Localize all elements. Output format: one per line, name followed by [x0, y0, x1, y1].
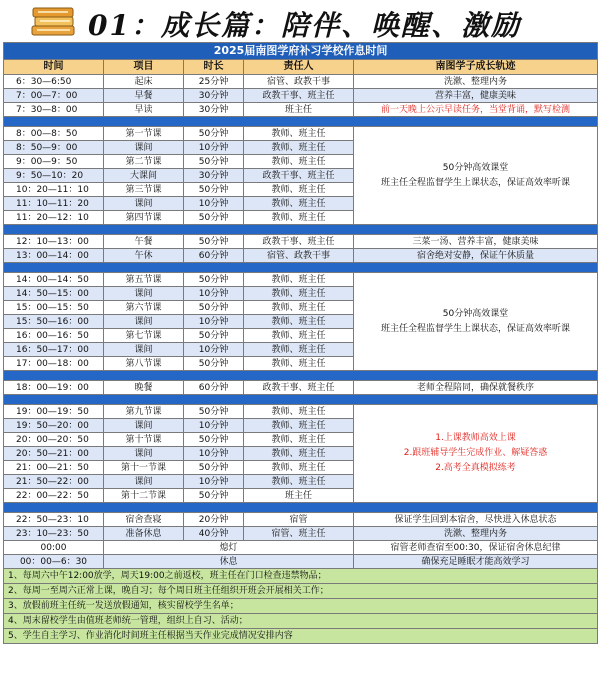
- note-row: [4, 584, 598, 599]
- banner-row: [4, 43, 598, 60]
- time-cell: 12：10—13：00: [4, 235, 104, 249]
- evening-note-line: 2.跟班辅导学生完成作业、解疑答惑: [403, 448, 548, 458]
- duration-cell: 50分钟: [184, 127, 244, 141]
- duration-cell: 50分钟: [184, 183, 244, 197]
- note-cell: 3、放假前班主任统一发送放假通知，核实留校学生名单；: [4, 599, 598, 614]
- time-cell: 8：00—8：50: [4, 127, 104, 141]
- class-note-line: 班主任全程监督学生上课状态，保证高效率听课: [381, 177, 571, 188]
- time-cell: 23：10—23：50: [4, 527, 104, 541]
- item-cell: 熄灯: [104, 541, 354, 555]
- time-cell: 7：00—7：00: [4, 89, 104, 103]
- note-cell: 4、周末留校学生由值班老师统一管理，组织上自习、活动；: [4, 614, 598, 629]
- item-cell: 第四节课: [104, 211, 184, 225]
- responsible-cell: 教师、班主任: [244, 211, 354, 225]
- responsible-cell: 教师、班主任: [244, 155, 354, 169]
- responsible-cell: 教师、班主任: [244, 447, 354, 461]
- item-cell: 大课间: [104, 169, 184, 183]
- item-cell: 课间: [104, 141, 184, 155]
- separator-cell: [4, 395, 598, 405]
- note-cell: 5、学生自主学习、作业消化时间班主任根据当天作业完成情况安排内容: [4, 629, 598, 644]
- duration-cell: 30分钟: [184, 89, 244, 103]
- item-cell: 休息: [104, 555, 354, 569]
- schedule-row: [4, 527, 598, 541]
- note-row: [4, 569, 598, 584]
- responsible-cell: 教师、班主任: [244, 315, 354, 329]
- responsible-cell: 教师、班主任: [244, 461, 354, 475]
- item-cell: 第十一节课: [104, 461, 184, 475]
- duration-cell: 60分钟: [184, 249, 244, 263]
- duration-cell: 20分钟: [184, 513, 244, 527]
- note-cell: 2、每周一至周六正常上课，晚自习；每个周日班主任组织开班会开展相关工作；: [4, 584, 598, 599]
- item-cell: 第三节课: [104, 183, 184, 197]
- time-cell: 18：00—19：00: [4, 381, 104, 395]
- item-cell: 起床: [104, 75, 184, 89]
- item-cell: 课间: [104, 197, 184, 211]
- separator-row: [4, 395, 598, 405]
- responsible-cell: 班主任: [244, 489, 354, 503]
- responsible-cell: 教师、班主任: [244, 419, 354, 433]
- schedule-row: [4, 381, 598, 395]
- schedule-row: [4, 513, 598, 527]
- item-cell: 课间: [104, 287, 184, 301]
- responsible-cell: 宿管、政教干事: [244, 249, 354, 263]
- time-cell: 14：00—14：50: [4, 273, 104, 287]
- item-cell: 第一节课: [104, 127, 184, 141]
- page-header: [0, 0, 600, 42]
- evening-note-line: 2.高考全真模拟练考: [435, 463, 516, 473]
- time-cell: 22：00—22：50: [4, 489, 104, 503]
- duration-cell: 30分钟: [184, 169, 244, 183]
- growth-cell: 确保充足睡眠才能高效学习: [354, 555, 598, 569]
- time-cell: 14：50—15：00: [4, 287, 104, 301]
- growth-cell: 宿管老师查宿至00:30，保证宿舍休息纪律: [354, 541, 598, 555]
- responsible-cell: 教师、班主任: [244, 329, 354, 343]
- time-cell: 8：50—9：00: [4, 141, 104, 155]
- column-responsible: 责任人: [244, 60, 354, 75]
- growth-cell: 洗漱、整理内务: [354, 75, 598, 89]
- separator-cell: [4, 263, 598, 273]
- responsible-cell: 宿管、班主任: [244, 527, 354, 541]
- responsible-cell: 教师、班主任: [244, 433, 354, 447]
- responsible-cell: 教师、班主任: [244, 273, 354, 287]
- item-cell: 第八节课: [104, 357, 184, 371]
- class-note-cell: [354, 273, 598, 371]
- responsible-cell: 政教干事、班主任: [244, 169, 354, 183]
- column-item: 项目: [104, 60, 184, 75]
- growth-cell: 保证学生回到本宿舍，尽快进入休息状态: [354, 513, 598, 527]
- responsible-cell: 教师、班主任: [244, 287, 354, 301]
- separator-cell: [4, 503, 598, 513]
- responsible-cell: 政教干事、班主任: [244, 89, 354, 103]
- class-note-line: 50分钟高效课堂: [442, 308, 509, 319]
- class-note-line: 50分钟高效课堂: [442, 162, 509, 173]
- separator-row: [4, 263, 598, 273]
- item-cell: 晚餐: [104, 381, 184, 395]
- duration-cell: 50分钟: [184, 273, 244, 287]
- item-cell: 早餐: [104, 89, 184, 103]
- table-banner: 2025届南图学府补习学校作息时间: [4, 43, 598, 60]
- evening-note-cell: [354, 405, 598, 503]
- duration-cell: 25分钟: [184, 75, 244, 89]
- item-cell: 早读: [104, 103, 184, 117]
- duration-cell: 50分钟: [184, 329, 244, 343]
- time-cell: 9：50—10：20: [4, 169, 104, 183]
- separator-row: [4, 225, 598, 235]
- duration-cell: 50分钟: [184, 357, 244, 371]
- item-cell: 宿舍查寝: [104, 513, 184, 527]
- time-cell: 21：50—22：00: [4, 475, 104, 489]
- duration-cell: 10分钟: [184, 475, 244, 489]
- responsible-cell: 宿管: [244, 513, 354, 527]
- column-time: 时间: [4, 60, 104, 75]
- time-cell: 9：00—9：50: [4, 155, 104, 169]
- separator-row: [4, 371, 598, 381]
- time-cell: 20：50—21：00: [4, 447, 104, 461]
- schedule-row: [4, 89, 598, 103]
- time-cell: 10：20—11：10: [4, 183, 104, 197]
- note-row: [4, 629, 598, 644]
- duration-cell: 50分钟: [184, 155, 244, 169]
- time-cell: 21：00—21：50: [4, 461, 104, 475]
- duration-cell: 50分钟: [184, 405, 244, 419]
- time-cell: 16：00—16：50: [4, 329, 104, 343]
- growth-cell: 洗漱、整理内务: [354, 527, 598, 541]
- item-cell: 第五节课: [104, 273, 184, 287]
- item-cell: 午休: [104, 249, 184, 263]
- responsible-cell: 教师、班主任: [244, 141, 354, 155]
- responsible-cell: 教师、班主任: [244, 183, 354, 197]
- duration-cell: 40分钟: [184, 527, 244, 541]
- duration-cell: 50分钟: [184, 433, 244, 447]
- item-cell: 第九节课: [104, 405, 184, 419]
- time-cell: 00:00: [4, 541, 104, 555]
- time-cell: 15：00—15：50: [4, 301, 104, 315]
- item-cell: 课间: [104, 475, 184, 489]
- time-cell: 6：30—6:50: [4, 75, 104, 89]
- schedule-table: [3, 42, 598, 644]
- time-cell: 00：00—6：30: [4, 555, 104, 569]
- time-cell: 13：00—14：00: [4, 249, 104, 263]
- time-cell: 11：10—11：20: [4, 197, 104, 211]
- time-cell: 19：00—19：50: [4, 405, 104, 419]
- column-duration: 时长: [184, 60, 244, 75]
- column-growth: 南图学子成长轨迹: [354, 60, 598, 75]
- duration-cell: 10分钟: [184, 141, 244, 155]
- responsible-cell: 宿管、政教干事: [244, 75, 354, 89]
- responsible-cell: 教师、班主任: [244, 197, 354, 211]
- separator-row: [4, 503, 598, 513]
- item-cell: 第七节课: [104, 329, 184, 343]
- growth-cell: 三菜一汤、营养丰富，健康美味: [354, 235, 598, 249]
- responsible-cell: 政教干事、班主任: [244, 235, 354, 249]
- separator-cell: [4, 117, 598, 127]
- book-icon: [30, 4, 76, 38]
- schedule-row: [4, 249, 598, 263]
- evening-note-line: 1.上课教师高效上课: [435, 433, 516, 443]
- duration-cell: 10分钟: [184, 343, 244, 357]
- time-cell: 15：50—16：00: [4, 315, 104, 329]
- duration-cell: 50分钟: [184, 301, 244, 315]
- item-cell: 课间: [104, 343, 184, 357]
- time-cell: 19：50—20：00: [4, 419, 104, 433]
- duration-cell: 30分钟: [184, 103, 244, 117]
- schedule-row: [4, 235, 598, 249]
- responsible-cell: 教师、班主任: [244, 301, 354, 315]
- growth-cell: 老师全程陪同，确保就餐秩序: [354, 381, 598, 395]
- duration-cell: 10分钟: [184, 197, 244, 211]
- time-cell: 17：00—18：00: [4, 357, 104, 371]
- schedule-row: [4, 127, 598, 141]
- time-cell: 20：00—20：50: [4, 433, 104, 447]
- duration-cell: 10分钟: [184, 315, 244, 329]
- time-cell: 22：50—23：10: [4, 513, 104, 527]
- schedule-row: [4, 103, 598, 117]
- time-cell: 7：30—8：00: [4, 103, 104, 117]
- responsible-cell: 教师、班主任: [244, 475, 354, 489]
- item-cell: 课间: [104, 419, 184, 433]
- separator-cell: [4, 225, 598, 235]
- column-header-row: [4, 60, 598, 75]
- class-note-line: 班主任全程监督学生上课状态，保证高效率听课: [381, 323, 571, 334]
- duration-cell: 50分钟: [184, 211, 244, 225]
- duration-cell: 50分钟: [184, 461, 244, 475]
- note-row: [4, 599, 598, 614]
- item-cell: 课间: [104, 447, 184, 461]
- duration-cell: 50分钟: [184, 235, 244, 249]
- responsible-cell: 政教干事、班主任: [244, 381, 354, 395]
- schedule-row: [4, 273, 598, 287]
- note-row: [4, 614, 598, 629]
- duration-cell: 60分钟: [184, 381, 244, 395]
- responsible-cell: 教师、班主任: [244, 405, 354, 419]
- item-cell: 午餐: [104, 235, 184, 249]
- item-cell: 第十二节课: [104, 489, 184, 503]
- duration-cell: 10分钟: [184, 287, 244, 301]
- responsible-cell: 教师、班主任: [244, 127, 354, 141]
- item-cell: 准备休息: [104, 527, 184, 541]
- item-cell: 第六节课: [104, 301, 184, 315]
- time-cell: 11：20—12：10: [4, 211, 104, 225]
- responsible-cell: 班主任: [244, 103, 354, 117]
- page-title: 01：成长篇：陪伴、唤醒、激励: [88, 9, 521, 42]
- responsible-cell: 教师、班主任: [244, 343, 354, 357]
- duration-cell: 50分钟: [184, 489, 244, 503]
- duration-cell: 10分钟: [184, 447, 244, 461]
- responsible-cell: 教师、班主任: [244, 357, 354, 371]
- growth-cell: 前一天晚上公示早读任务，当堂背诵，默写检测: [354, 103, 598, 117]
- item-cell: 课间: [104, 315, 184, 329]
- growth-cell: 宿舍绝对安静，保证午休质量: [354, 249, 598, 263]
- separator-cell: [4, 371, 598, 381]
- class-note-cell: [354, 127, 598, 225]
- schedule-row: [4, 75, 598, 89]
- duration-cell: 10分钟: [184, 419, 244, 433]
- time-cell: 16：50—17：00: [4, 343, 104, 357]
- schedule-row: [4, 405, 598, 419]
- note-cell: 1、每周六中午12:00放学，周天19:00之前返校，班主任在门口检查违禁物品；: [4, 569, 598, 584]
- growth-cell: 营养丰富，健康美味: [354, 89, 598, 103]
- item-cell: 第二节课: [104, 155, 184, 169]
- separator-row: [4, 117, 598, 127]
- lights-out-row: [4, 541, 598, 555]
- rest-row: [4, 555, 598, 569]
- item-cell: 第十节课: [104, 433, 184, 447]
